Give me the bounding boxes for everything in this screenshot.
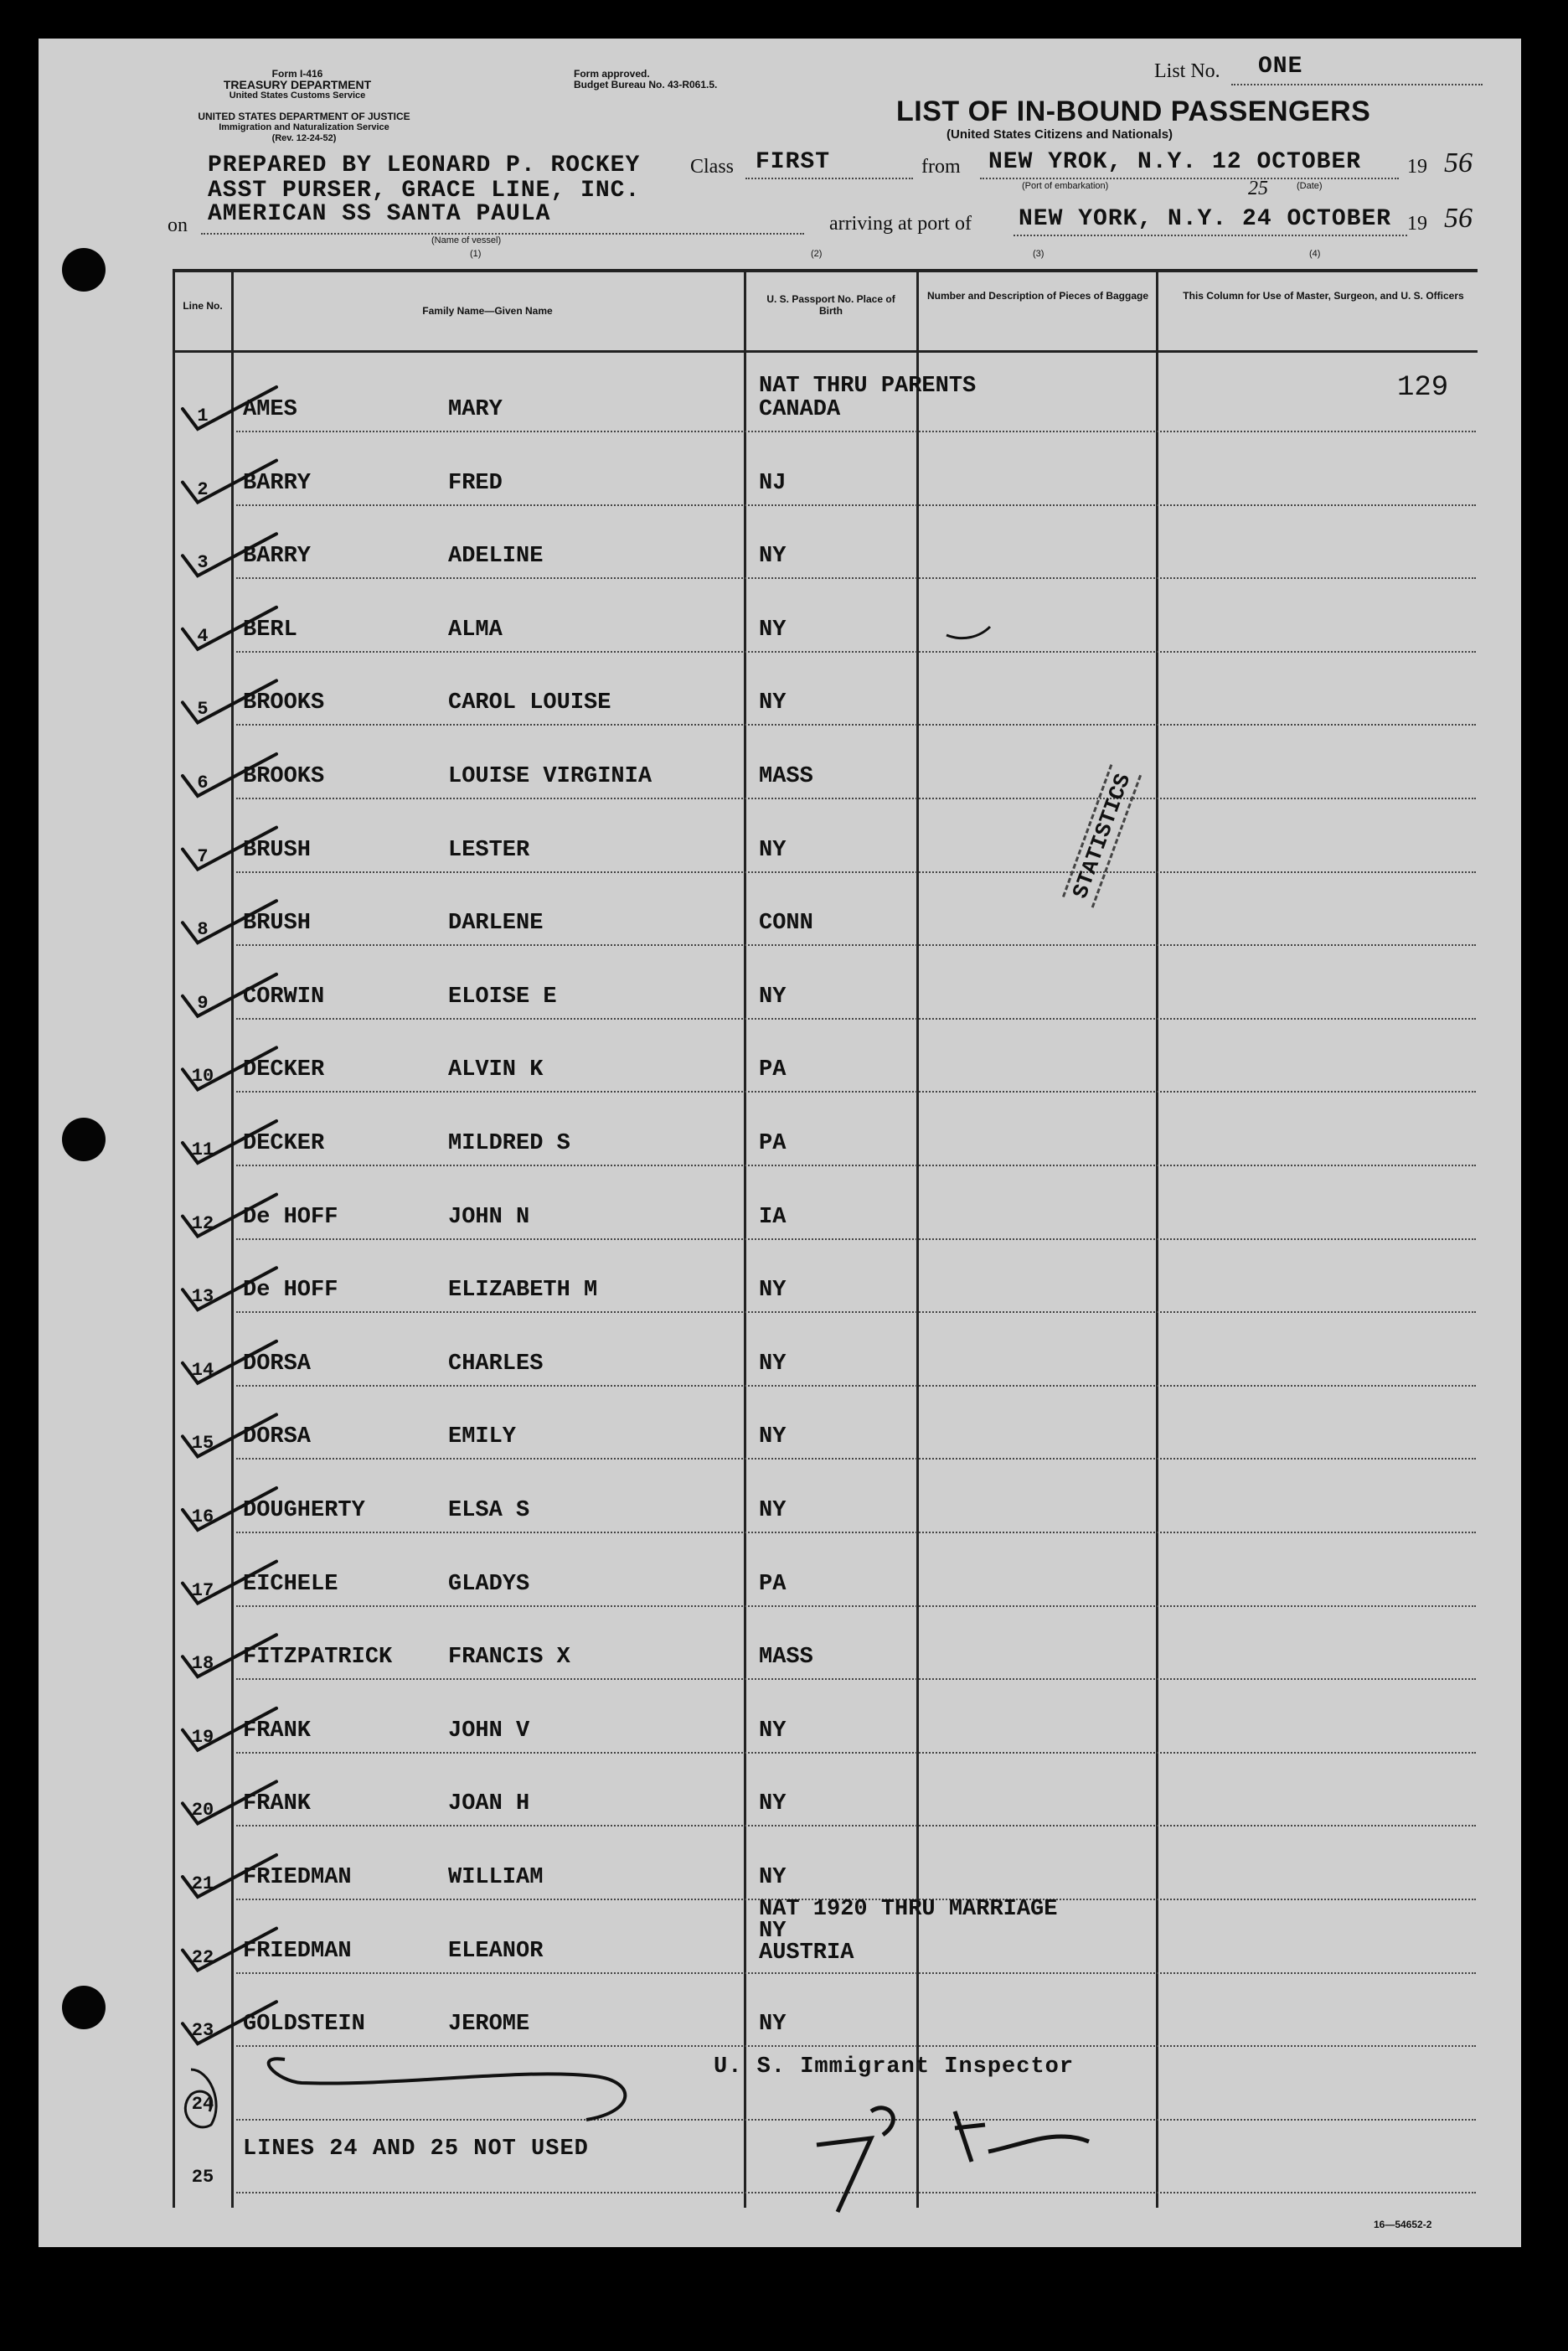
port-caption: (Port of embarkation) <box>1022 181 1109 191</box>
check-mark <box>183 1562 276 1604</box>
check-mark <box>183 1341 276 1383</box>
given-name: MILDRED S <box>448 1131 570 1156</box>
check-mark <box>183 1855 276 1897</box>
place-of-birth: NY <box>759 544 787 570</box>
given-name: ELSA S <box>448 1498 530 1523</box>
form-title: LIST OF IN-BOUND PASSENGERS <box>896 96 1371 127</box>
class-label: Class <box>690 156 735 178</box>
family-name: DECKER <box>243 1131 325 1156</box>
line-number: 17 <box>191 1579 214 1601</box>
given-name: DARLENE <box>448 911 544 937</box>
inspector-initials <box>817 2108 1089 2212</box>
given-name: JEROME <box>448 2012 530 2038</box>
family-name: DECKER <box>243 1057 325 1083</box>
passenger-count: 129 <box>1397 372 1449 404</box>
family-name: DORSA <box>243 1351 312 1377</box>
col-header-officers: This Column for Use of Master, Surgeon, and U. S. Officers <box>1183 290 1464 302</box>
line-number: 11 <box>191 1139 214 1160</box>
on-label: on <box>168 214 188 236</box>
check-mark <box>183 387 276 429</box>
line-number: 14 <box>191 1359 214 1381</box>
check-mark <box>183 534 276 576</box>
given-name: LESTER <box>448 837 530 863</box>
given-name: WILLIAM <box>448 1865 544 1890</box>
family-name: FITZPATRICK <box>243 1645 393 1671</box>
col-ref: (3) <box>1033 249 1044 259</box>
col-ref: (4) <box>1309 249 1321 259</box>
from-year: 56 <box>1444 147 1473 178</box>
place-of-birth: NJ <box>759 470 787 496</box>
cancel-mark <box>946 627 990 638</box>
place-of-birth: PA <box>759 1131 787 1156</box>
given-name: MARY <box>448 397 503 422</box>
check-mark <box>183 974 276 1016</box>
line-number: 15 <box>191 1433 214 1455</box>
family-name: BRUSH <box>243 911 312 937</box>
check-mark <box>183 2002 276 2044</box>
given-name: FRED <box>448 470 503 496</box>
col-header-name: Family Name—Given Name <box>422 305 553 317</box>
statistics-stamp: STATISTICS <box>1062 764 1142 908</box>
check-mark <box>183 680 276 722</box>
col-header-baggage: Number and Description of Pieces of Baggage <box>926 290 1149 302</box>
place-of-birth: PA <box>759 1057 787 1083</box>
check-mark <box>183 1047 276 1089</box>
check-mark <box>183 1195 276 1237</box>
line-number: 18 <box>191 1653 214 1675</box>
class-value: FIRST <box>756 149 831 175</box>
family-name: BERL <box>243 617 297 643</box>
vessel-name: AMERICAN SS SANTA PAULA <box>208 201 551 227</box>
line-number: 19 <box>191 1726 214 1748</box>
family-name: FRANK <box>243 1791 312 1817</box>
line-number: 8 <box>197 919 209 941</box>
place-of-birth: NY <box>759 1865 787 1890</box>
place-of-birth: NY <box>759 1791 787 1817</box>
place-of-birth: NY <box>759 2012 787 2038</box>
check-mark <box>183 828 276 870</box>
arriving-year: 56 <box>1444 203 1473 234</box>
date-caption: (Date) <box>1297 181 1323 191</box>
from-year-prefix: 19 <box>1407 156 1427 178</box>
place-of-birth: CONN <box>759 911 813 937</box>
line-number: 10 <box>191 1066 214 1088</box>
family-name: BROOKS <box>243 690 325 716</box>
list-no-value: ONE <box>1258 54 1303 80</box>
check-mark <box>183 461 276 503</box>
place-of-birth: MASS <box>759 1645 813 1671</box>
col-ref: (2) <box>811 249 823 259</box>
family-name: CORWIN <box>243 984 325 1010</box>
line-number: 5 <box>197 699 209 721</box>
family-name: BARRY <box>243 470 312 496</box>
col-header-line-no: Line No. <box>183 300 223 312</box>
given-name: FRANCIS X <box>448 1645 570 1671</box>
corner-mark <box>185 2069 216 2127</box>
line-number: 12 <box>191 1212 214 1234</box>
date-correction: 25 <box>1248 178 1268 199</box>
place-of-birth: NY <box>759 1918 787 1944</box>
line-number: 6 <box>197 772 209 793</box>
given-name: EMILY <box>448 1424 517 1450</box>
family-name: DOUGHERTY <box>243 1498 365 1523</box>
arriving-year-prefix: 19 <box>1407 213 1427 235</box>
place-of-birth: NY <box>759 984 787 1010</box>
place-of-birth: NY <box>759 837 787 863</box>
line-number: 25 <box>191 2167 214 2188</box>
check-mark <box>183 1121 276 1163</box>
list-no-label: List No. <box>1154 60 1220 82</box>
given-name: GLADYS <box>448 1571 530 1597</box>
check-mark <box>183 1488 276 1530</box>
port-of-embarkation: NEW YROK, N.Y. 12 OCTOBER <box>988 149 1362 175</box>
family-name: De HOFF <box>243 1278 338 1304</box>
given-name: CAROL LOUISE <box>448 690 611 716</box>
arriving-label: arriving at port of <box>829 213 972 235</box>
check-mark <box>183 901 276 943</box>
line-number: 7 <box>197 845 209 867</box>
form-subtitle: (United States Citizens and Nationals) <box>946 127 1173 142</box>
place-of-birth: AUSTRIA <box>759 1940 854 1966</box>
family-name: BRUSH <box>243 837 312 863</box>
check-mark <box>183 607 276 649</box>
place-of-birth: NY <box>759 617 787 643</box>
line-number: 9 <box>197 992 209 1014</box>
place-of-birth: NY <box>759 1278 787 1304</box>
line-number: 23 <box>191 2020 214 2042</box>
from-label: from <box>921 156 961 178</box>
given-name: ELIZABETH M <box>448 1278 598 1304</box>
place-of-birth: PA <box>759 1571 787 1597</box>
check-mark <box>183 754 276 796</box>
place-of-birth: IA <box>759 1204 787 1230</box>
given-name: LOUISE VIRGINIA <box>448 764 652 789</box>
family-name: FRANK <box>243 1718 312 1744</box>
place-of-birth: NY <box>759 1498 787 1523</box>
given-name: JOHN V <box>448 1718 530 1744</box>
place-of-birth: MASS <box>759 764 813 789</box>
place-of-birth: NY <box>759 1351 787 1377</box>
given-name: CHARLES <box>448 1351 544 1377</box>
unused-lines-note: LINES 24 AND 25 NOT USED <box>243 2137 589 2162</box>
check-marks <box>183 387 276 2044</box>
line-number: 22 <box>191 1946 214 1968</box>
purser-line: ASST PURSER, GRACE LINE, INC. <box>208 178 641 204</box>
given-name: JOHN N <box>448 1204 530 1230</box>
place-of-birth: NY <box>759 690 787 716</box>
col-header-passport: U. S. Passport No. Place of Birth <box>766 293 895 317</box>
family-name: FRIEDMAN <box>243 1865 352 1890</box>
inspector-signature <box>269 2059 626 2120</box>
check-mark <box>183 1781 276 1823</box>
approval-block: Form approved. Budget Bureau No. 43-R061.5. <box>574 68 718 90</box>
line-number: 21 <box>191 1873 214 1894</box>
line-number: 1 <box>197 406 209 426</box>
prepared-by: PREPARED BY LEONARD P. ROCKEY <box>208 152 641 178</box>
check-mark <box>183 1708 276 1750</box>
check-mark <box>183 1929 276 1971</box>
given-name: ELOISE E <box>448 984 557 1010</box>
port-of-arrival: NEW YORK, N.Y. 24 OCTOBER <box>1019 206 1392 232</box>
place-of-birth: NY <box>759 1718 787 1744</box>
line-number: 16 <box>191 1506 214 1527</box>
family-name: EICHELE <box>243 1571 338 1597</box>
print-code: 16—54652-2 <box>1374 2219 1432 2230</box>
given-name: ADELINE <box>448 544 544 570</box>
given-name: ELEANOR <box>448 1938 544 1964</box>
place-of-birth: CANADA <box>759 397 841 422</box>
col-ref: (1) <box>470 249 482 259</box>
line-number: 3 <box>197 552 209 574</box>
form-block: Form I-416 TREASURY DEPARTMENT United States Customs Service <box>223 68 372 101</box>
place-of-birth: NAT 1920 THRU MARRIAGE <box>759 1896 1058 1922</box>
given-name: ALVIN K <box>448 1057 544 1083</box>
line-number: 2 <box>197 478 209 500</box>
department-block: UNITED STATES DEPARTMENT OF JUSTICE Immigration and Naturalization Service (Rev. 12-24-52) <box>198 111 410 143</box>
family-name: BARRY <box>243 544 312 570</box>
line-number: 24 <box>191 2093 214 2115</box>
line-number: 4 <box>197 625 209 647</box>
family-name: BROOKS <box>243 764 325 789</box>
check-mark <box>183 1414 276 1456</box>
given-name: JOAN H <box>448 1791 530 1817</box>
place-of-birth: NY <box>759 1424 787 1450</box>
place-of-birth: NAT THRU PARENTS <box>759 374 977 399</box>
inspector-caption: U. S. Immigrant Inspector <box>714 2054 1075 2080</box>
family-name: DORSA <box>243 1424 312 1450</box>
line-number: 13 <box>191 1286 214 1308</box>
family-name: De HOFF <box>243 1204 338 1230</box>
check-mark <box>183 1635 276 1677</box>
family-name: FRIEDMAN <box>243 1938 352 1964</box>
given-name: ALMA <box>448 617 503 643</box>
vessel-caption: (Name of vessel) <box>431 235 502 245</box>
family-name: AMES <box>243 397 297 422</box>
family-name: GOLDSTEIN <box>243 2012 365 2038</box>
check-mark <box>183 1268 276 1310</box>
line-number: 20 <box>191 1800 214 1821</box>
